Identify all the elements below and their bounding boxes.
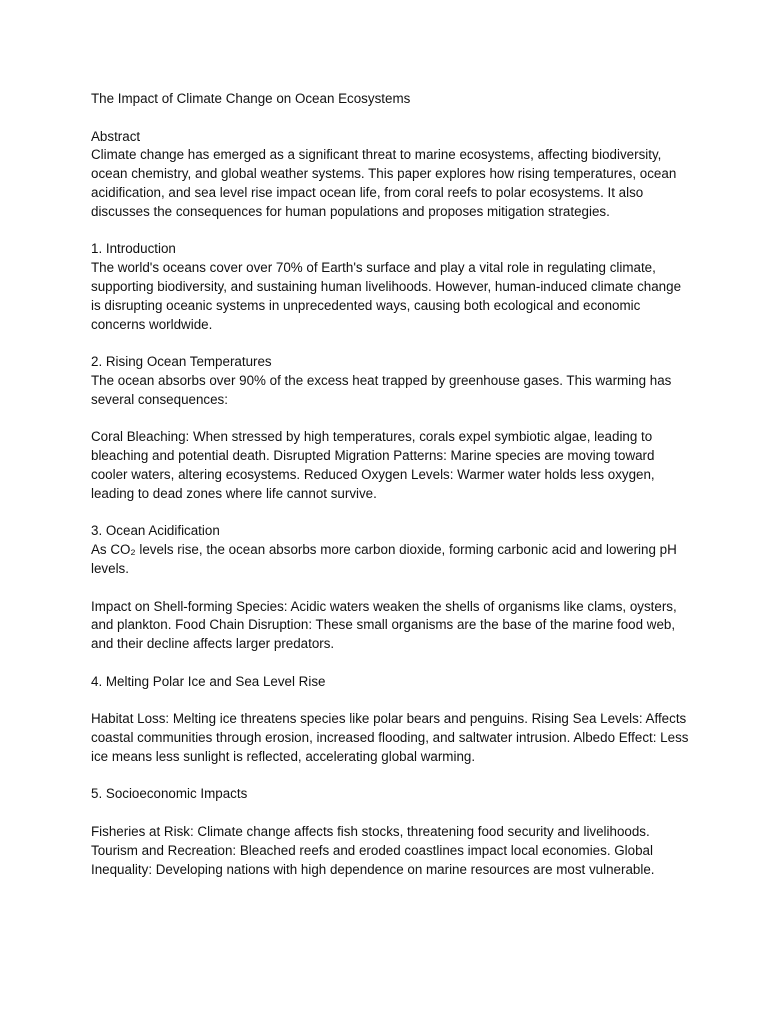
section-heading-socioeconomic: 5. Socioeconomic Impacts <box>91 786 248 802</box>
section-paragraph: Coral Bleaching: When stressed by high temperatures, corals expel symbiotic algae, leading to bleaching and potential death. Disrupted Migration Patterns: Marine species are moving toward cooler waters, altering ecosystems. Reduced Oxygen Levels: Warmer water holds less oxygen, leading to dead zones where life cannot survive. <box>91 429 655 501</box>
section-paragraph: The world's oceans cover over 70% of Earth's surface and play a vital role in regulating climate, supporting biodiversity, and sustaining human livelihoods. However, human-induced climate change is disrupting oceanic systems in unprecedented ways, causing both ecological and economic concerns worldwide. <box>91 260 682 332</box>
section-heading-rising-temperatures: 2. Rising Ocean Temperatures <box>91 354 272 370</box>
abstract-body: Climate change has emerged as a significant threat to marine ecosystems, affecting biodiversity, ocean chemistry, and global weather systems. This paper explores how rising temperatures, ocean acidification, and sea level rise impact ocean life, from coral reefs to polar ecosystems. It also discusses the consequences for human populations and proposes mitigation strategies. <box>91 147 677 219</box>
section-heading-ocean-acidification: 3. Ocean Acidification <box>91 523 220 539</box>
paper-title: The Impact of Climate Change on Ocean Ecosystems <box>91 91 411 106</box>
section-heading-introduction: 1. Introduction <box>91 241 176 257</box>
section-paragraph: Habitat Loss: Melting ice threatens species like polar bears and penguins. Rising Sea Levels: Affects coastal communities through erosion, increased flooding, and saltwater intrusion. Albedo Effect: Less ice means less sunlight is reflected, accelerating global warming. <box>91 711 689 764</box>
section-heading-polar-ice: 4. Melting Polar Ice and Sea Level Rise <box>91 673 326 689</box>
section-paragraph: Impact on Shell-forming Species: Acidic waters weaken the shells of organisms like clams, oysters, and plankton. Food Chain Disruption: These small organisms are the base of the marine food web, and their decline affects larger predators. <box>91 598 677 652</box>
abstract-heading: Abstract <box>91 128 141 144</box>
document-page <box>91 90 691 898</box>
section-paragraph: Fisheries at Risk: Climate change affects fish stocks, threatening food security and livelihoods. Tourism and Recreation: Bleached reefs and eroded coastlines impact local economies. Global Inequality: Developing nations with high dependence on marine resources are most vulnerable. <box>91 824 655 877</box>
section-paragraph: As CO₂ levels rise, the ocean absorbs more carbon dioxide, forming carbonic acid and lowering pH levels. <box>91 542 677 576</box>
section-paragraph: The ocean absorbs over 90% of the excess heat trapped by greenhouse gases. This warming has several consequences: <box>91 372 672 407</box>
